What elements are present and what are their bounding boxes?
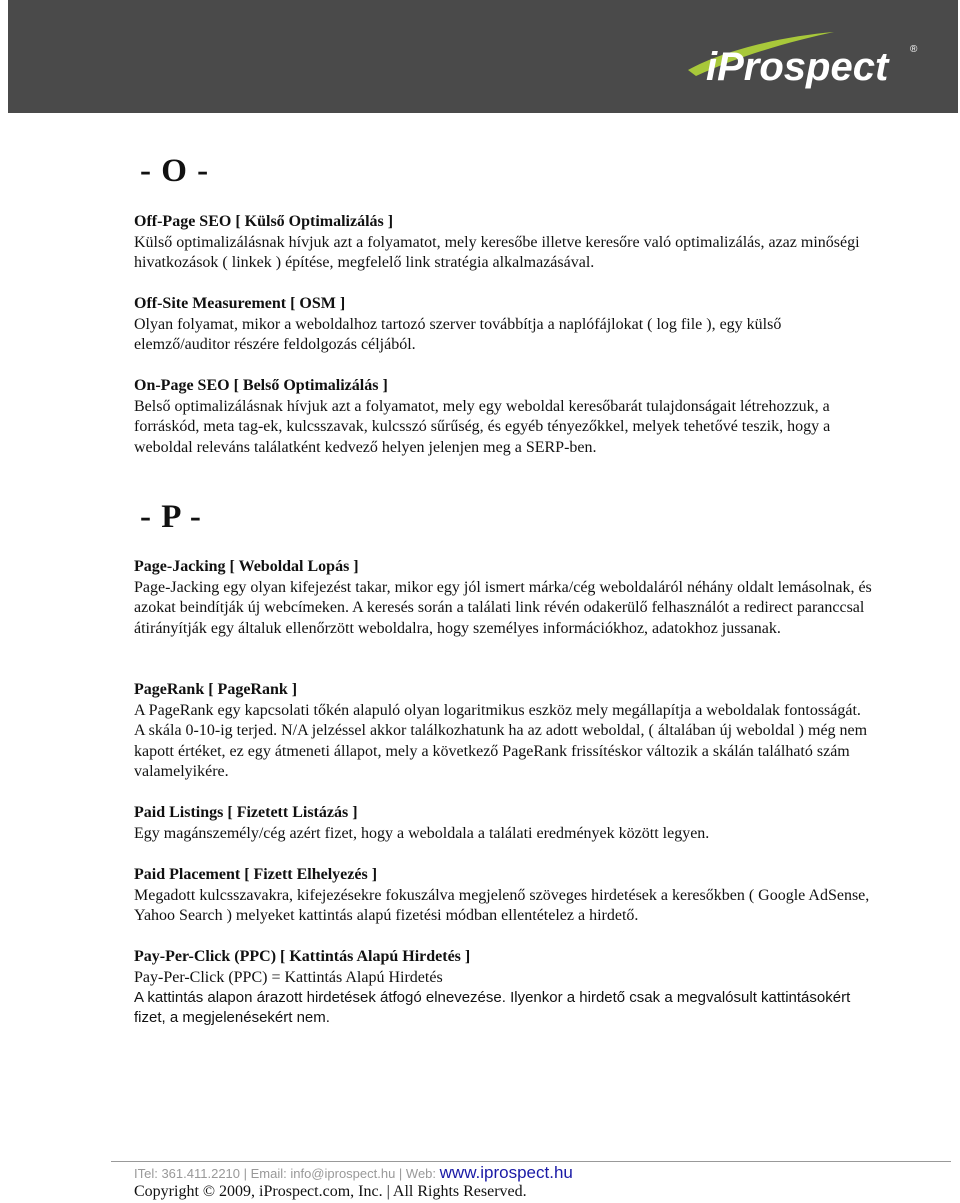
footer-web-link[interactable]: www.iprospect.hu <box>439 1163 573 1182</box>
registered-mark: ® <box>910 44 918 55</box>
glossary-entry-pagerank <box>134 680 874 783</box>
glossary-entry-off-page-seo <box>134 212 874 274</box>
footer-contact <box>134 1163 573 1183</box>
entry-definition: Pay-Per-Click (PPC) = Kattintás Alapú Hirdetés <box>134 968 443 986</box>
brand-name: iProspect <box>706 45 889 89</box>
entry-definition: Megadott kulcsszavakra, kifejezésekre fokuszálva megjelenő szöveges hirdetések a keresőkben ( Google AdSense, Yahoo Search ) melyeket kattintás alapú fizetési módban ellentételez a hirdető. <box>134 886 870 925</box>
entry-term: PageRank [ PageRank ] <box>134 681 298 698</box>
footer-contact-text: ITel: 361.411.2210 | Email: info@iprospect.hu | Web: <box>134 1166 440 1181</box>
entry-term: Off-Site Measurement [ OSM ] <box>134 295 346 312</box>
glossary-entry-paid-listings <box>134 803 874 844</box>
header-banner <box>8 0 958 113</box>
entry-definition: A PageRank egy kapcsolati tőkén alapuló olyan logaritmikus eszköz mely megállapítja a weboldalak fontosságát. A skála 0-10-ig terjed. N/A jelzéssel akkor találkozhatunk ha az adott weboldal, ( általában új weboldal ) még nem kapott értéket, ez egy átmeneti állapot, mely a következő PageRank frissítéskor változik a skálán található szám valamelyikére. <box>134 701 868 781</box>
entry-note: A kattintás alapon árazott hirdetések átfogó elnevezése. Ilyenkor a hirdető csak a megvalósult kattintásokért fizet, a megjelenésekért nem. <box>134 989 851 1027</box>
entry-term: Page-Jacking [ Weboldal Lopás ] <box>134 558 359 575</box>
entry-term: Off-Page SEO [ Külső Optimalizálás ] <box>134 213 394 230</box>
glossary-entry-off-site-measurement <box>134 294 874 356</box>
glossary-entry-page-jacking <box>134 557 874 639</box>
iprospect-logo <box>684 24 924 96</box>
entry-term: On-Page SEO [ Belső Optimalizálás ] <box>134 377 388 394</box>
entry-term: Pay-Per-Click (PPC) [ Kattintás Alapú Hirdetés ] <box>134 948 471 965</box>
entry-definition: Page-Jacking egy olyan kifejezést takar, mikor egy jól ismert márka/cég weboldaláról néhány oldalt lemásolnak, és azokat beindítják új webcímeken. A keresés során a találati link révén odakerülő felhasználót a redirect paranccsal átirányítják egy általuk ellenőrzött weboldalra, hogy személyes információkhoz, adatokhoz jussanak. <box>134 578 872 637</box>
entry-definition: Belső optimalizálásnak hívjuk azt a folyamatot, mely egy weboldal keresőbarát tulajdonságait létrehozzuk, a forráskód, meta tag-ek, kulcsszavak, kulcsszó sűrűség, és egyéb tényezőkkel, melyek tehetővé teszik, hogy a weboldal releváns találatként kedvező helyen jelenjen meg a SERP-ben. <box>134 397 831 456</box>
entry-definition: Olyan folyamat, mikor a weboldalhoz tartozó szerver továbbítja a naplófájlokat ( log file ), egy külső elemző/auditor részére feldolgozás céljából. <box>134 315 782 354</box>
glossary-entry-pay-per-click <box>134 947 874 1028</box>
section-letter-o: - O - <box>140 153 210 189</box>
footer-divider <box>111 1161 951 1162</box>
entry-term: Paid Listings [ Fizetett Listázás ] <box>134 804 358 821</box>
footer-copyright: Copyright © 2009, iProspect.com, Inc. | All Rights Reserved. <box>134 1183 527 1200</box>
glossary-entry-on-page-seo <box>134 376 874 458</box>
entry-definition: Egy magánszemély/cég azért fizet, hogy a weboldala a találati eredmények között legyen. <box>134 824 710 842</box>
entry-term: Paid Placement [ Fizett Elhelyezés ] <box>134 866 378 883</box>
entry-definition: Külső optimalizálásnak hívjuk azt a folyamatot, mely keresőbe illetve keresőre való optimalizálás, azaz minőségi hivatkozások ( linkek ) építése, megfelelő link stratégia alkalmazásával. <box>134 233 860 272</box>
glossary-entry-paid-placement <box>134 865 874 927</box>
section-letter-p: - P - <box>140 499 202 535</box>
